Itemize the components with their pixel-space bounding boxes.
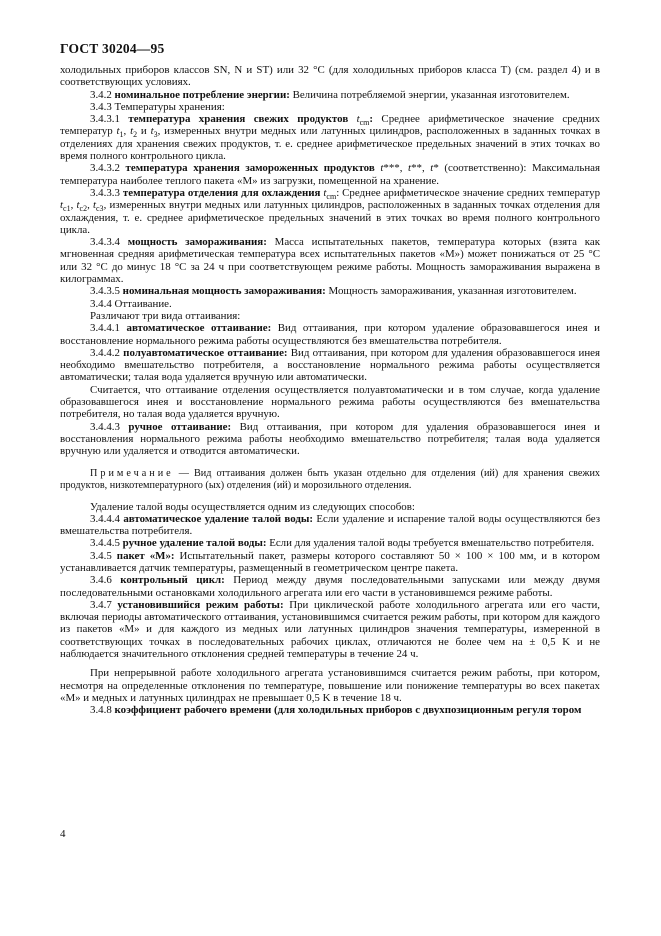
standard-header: ГОСТ 30204—95 bbox=[60, 41, 165, 56]
document-body bbox=[60, 64, 600, 717]
paragraph: 3.4.8 коэффициент рабочего времени (для холодильных приборов с двухпозиционным регуля тором bbox=[90, 704, 582, 717]
paragraph: 3.4.3 Температуры хранения: bbox=[90, 100, 225, 113]
paragraph: 3.4.3.4 мощность замораживания: Масса испытательных пакетов, температура которых (взята как мгновенная средняя арифметическая температура всех испытательных пакетов «М») может понижаться от 25 °С или 32 °С до минус 18 °С за 24 ч при соответствующем режиме работы. Мощность замораживания выражена в килограммах. bbox=[60, 236, 600, 286]
paragraph: 3.4.5 пакет «М»: Испытательный пакет, размеры которого составляют 50 × 100 × 100 мм, и в котором устанавливается датчик температуры, размещенный в геометрическом центре пакета. bbox=[60, 549, 600, 574]
paragraph: 3.4.3.2 температура хранения замороженных продуктов t***, t**, t* (соответственно): Максимальная температура наиболее теплого пакета «М» из загрузки, помещенной на хранение. bbox=[60, 162, 600, 187]
paragraph: 3.4.7 установившийся режим работы: При циклической работе холодильного агрегата или его части, включая периоды автоматического оттаивания, установившимся считается режим работы, при котором для каждого из пакетов «М» и для каждого из медных или латунных цилиндров значения температуры, измеренной в соответствующих точках в последовательных рабочих циклах, отличаются не более чем на ± 0,5 K и не наблюдается значительного отклонения средней температуры в течение 24 ч. bbox=[60, 598, 601, 661]
paragraph: 3.4.2 номинальное потребление энергии: Величина потребляемой энергии, указанная изготовителем. bbox=[90, 88, 570, 101]
paragraph: холодильных приборов классов SN, N и ST) или 32 °С (для холодильных приборов класса Т) (см. раздел 4) и в соответствующих условиях. bbox=[60, 64, 600, 89]
paragraph: Различают три вида оттаивания: bbox=[90, 309, 241, 322]
paragraph: 3.4.4.1 автоматическое оттаивание: Вид оттаивания, при котором удаление образовавшегося инея и восстановление нормального режима работы осуществляются без вмешательства потребителя. bbox=[60, 322, 600, 347]
paragraph: 3.4.4.3 ручное оттаивание: Вид оттаивания, при котором для удаления образовавшегося инея и восстановления нормального режима работы необходимо вмешательство потребителя; талая вода удаляется вручную или удаляется и отводится автоматически. bbox=[60, 420, 601, 458]
paragraph: 3.4.3.3 температура отделения для охлаждения $t_{cm}$: Среднее арифметическое значение средних температур $t_{c1}$, $t_{c2}$, $t_{c3}$, измеренных внутри медных или латунных цилиндров, расположенных в заданных точках отделения для охлаждения, т. е. среднее арифметическое предельных значений в этих точках во время полного контрольного цикла. bbox=[60, 186, 601, 236]
paragraph: Считается, что оттаивание отделения осуществляется полуавтоматически и в том случае, когда удаление образовавшегося инея и восстановление нормального режима работы осуществляются без вмешательства потребителя, но талая вода удаляется вручную. bbox=[60, 383, 600, 421]
note-paragraph: Примечание — Вид оттаивания должен быть указан отдельно для отделения (ий) для хранения свежих продуктов, низкотемпературного (ых) отделения (ий) и морозильного отделения. bbox=[60, 467, 600, 491]
paragraph: 3.4.4.5 ручное удаление талой воды: Если для удаления талой воды требуется вмешательство потребителя. bbox=[90, 537, 595, 550]
paragraph: 3.4.4.2 полуавтоматическое оттаивание: Вид оттаивания, при котором для удаления образовавшегося инея необходимо вмешательство потребителя, а восстановление нормального режима работы осуществляется автоматически; талая вода удаляется вручную или автоматически. bbox=[60, 346, 601, 384]
paragraph: 3.4.4 Оттаивание. bbox=[90, 297, 172, 310]
page-number: 4 bbox=[60, 828, 66, 840]
paragraph: 3.4.3.5 номинальная мощность замораживания: Мощность замораживания, указанная изготовителем. bbox=[90, 285, 577, 298]
paragraph: 3.4.3.1 температура хранения свежих продуктов $t_{cm}$: Среднее арифметическое значение средних температур $t_1$, $t_2$ и $t_3$, измеренных внутри медных или латунных цилиндров, расположенных в заданных точках в отделениях для хранения свежих продуктов, т. е. среднее арифметическое предельных значений в этих точках во время полного контрольного цикла. bbox=[60, 113, 601, 163]
paragraph: 3.4.6 контрольный цикл: Период между двумя последовательными запусками или между двумя последовательными остановками холодильного агрегата или его части в установившемся режиме работы. bbox=[60, 574, 600, 599]
paragraph: При непрерывной работе холодильного агрегата установившимся считается режим работы, при котором, несмотря на определенные отклонения по температуре, повышение или понижение температуры во всех пакетах «М» и медных и латунных цилиндрах не превышает 0,5 K в течение 18 ч. bbox=[60, 667, 600, 704]
paragraph: Удаление талой воды осуществляется одним из следующих способов: bbox=[90, 500, 415, 513]
paragraph: 3.4.4.4 автоматическое удаление талой воды: Если удаление и испарение талой воды осуществляются без вмешательства потребителя. bbox=[60, 512, 600, 538]
